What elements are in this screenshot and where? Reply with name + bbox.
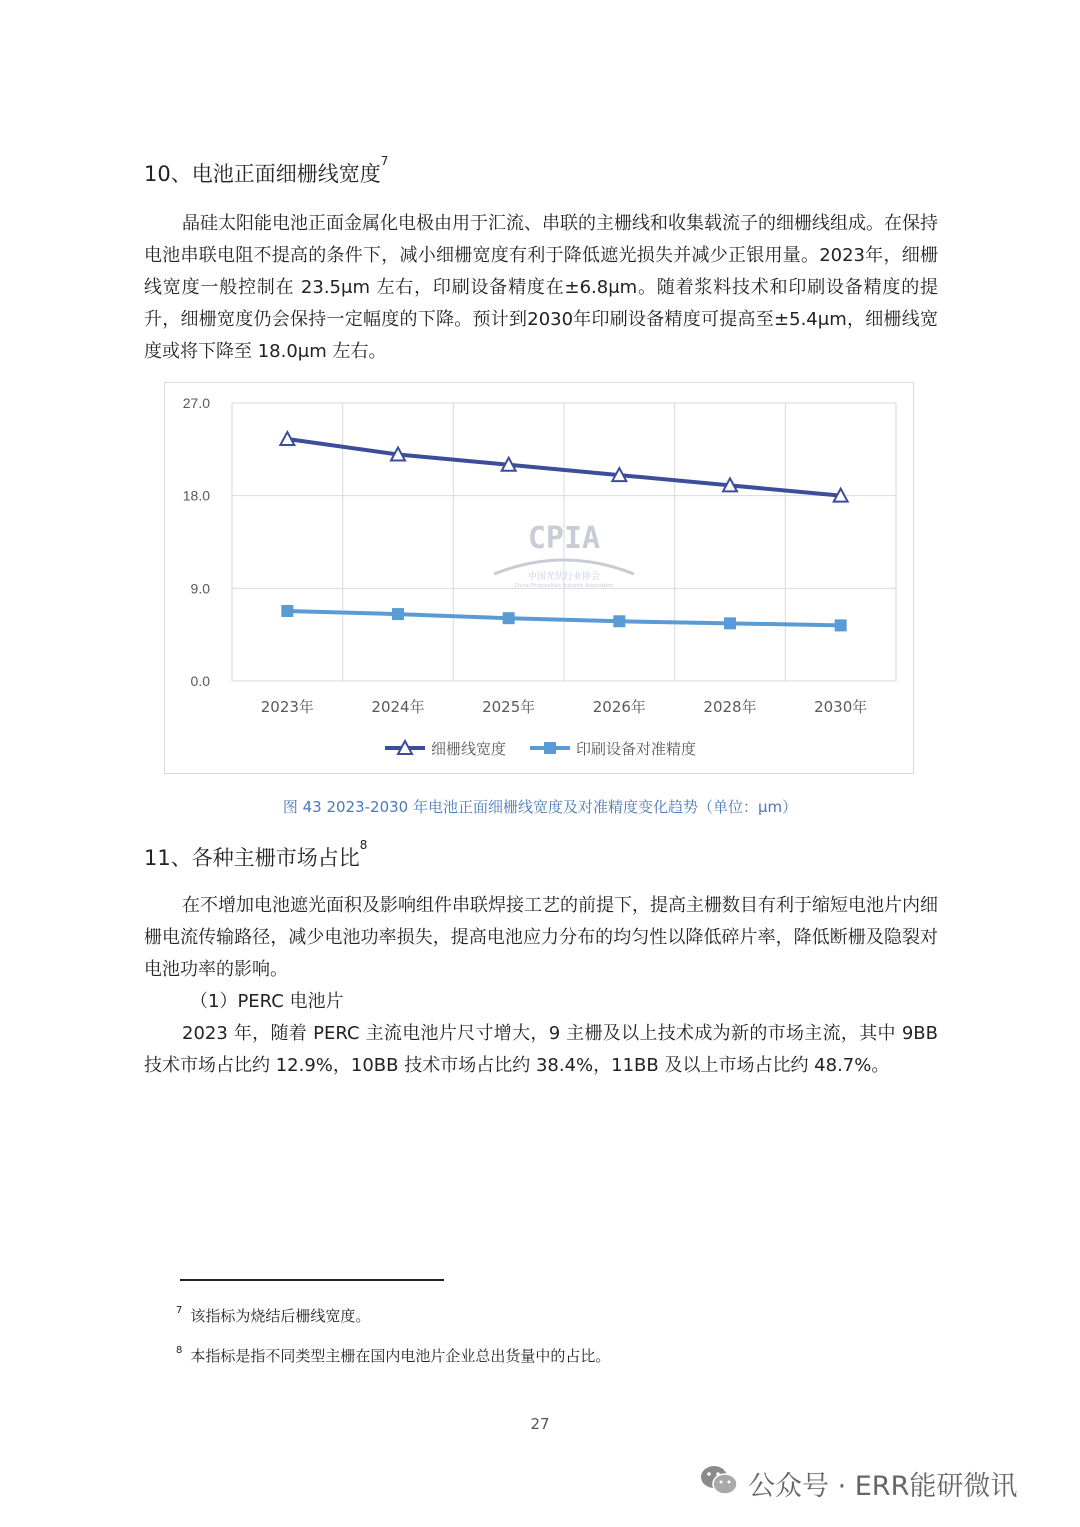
legend-label-1: 细栅线宽度 bbox=[431, 740, 507, 758]
figure-caption: 图 43 2023-2030 年电池正面细栅线宽度及对准精度变化趋势（单位：μm） bbox=[282, 798, 798, 816]
data-point-marker bbox=[835, 619, 847, 631]
footnote-8: $^8$ 本指标是指不同类型主栅在国内电池片企业总出货量中的占比。 bbox=[176, 1345, 611, 1365]
page-number: 27 bbox=[530, 1415, 550, 1433]
y-tick-label: 27.0 bbox=[182, 395, 210, 411]
data-point-marker bbox=[724, 617, 736, 629]
x-tick-label: 2030年 bbox=[814, 698, 868, 716]
data-point-marker bbox=[613, 615, 625, 627]
line-chart bbox=[164, 382, 914, 774]
x-tick-label: 2028年 bbox=[703, 698, 757, 716]
section-11-paragraph-1: 在不增加电池遮光面积及影响组件串联焊接工艺的前提下，提高主栅数目有利于缩短电池片内细栅电流传输路径，减少电池功率损失，提高电池应力分布的均匀性以降低碎片率，降低断栅及隐裂对电池功率的影响。 bbox=[144, 895, 938, 980]
data-point-marker bbox=[503, 612, 515, 624]
footnote-7: $^7$ 该指标为烧结后栅线宽度。 bbox=[176, 1305, 371, 1325]
cpia-logo-text: CPIA bbox=[527, 521, 601, 556]
watermark bbox=[700, 1464, 1017, 1503]
footnote-ref-8[interactable]: 8 bbox=[359, 838, 368, 852]
section-11-subheading: （1）PERC 电池片 bbox=[190, 991, 344, 1012]
data-point-marker bbox=[281, 605, 293, 617]
x-tick-label: 2025年 bbox=[482, 698, 536, 716]
legend-label-2: 印刷设备对准精度 bbox=[576, 740, 697, 758]
section-10-paragraph: 晶硅太阳能电池正面金属化电极由用于汇流、串联的主栅线和收集载流子的细栅线组成。在保持电池串联电阻不提高的条件下，减小细栅宽度有利于降低遮光损失并减少正银用量。2023年，细栅线宽度一般控制在 23.5μm 左右，印刷设备精度在±6.8μm。随着浆料技术和印刷设备精度的提升，细栅宽度仍会保持一定幅度的下降。预计到2030年印刷设备精度可提高至±5.4μm，细栅线宽度或将下降至 18.0μm 左右。 bbox=[144, 213, 938, 362]
legend-marker-2 bbox=[544, 742, 556, 754]
x-tick-label: 2026年 bbox=[592, 698, 646, 716]
y-tick-label: 9.0 bbox=[190, 580, 210, 597]
footnote-ref-7[interactable]: 7 bbox=[380, 154, 389, 168]
section-10-heading: 10、电池正面细栅线宽度$^7$ bbox=[144, 154, 389, 186]
section-11-paragraph-2: 2023 年，随着 PERC 主流电池片尺寸增大，9 主栅及以上技术成为新的市场主流，其中 9BB技术市场占比约 12.9%，10BB 技术市场占比约 38.4%，11BB 及以上市场占比约 48.7%。 bbox=[144, 1023, 938, 1076]
y-tick-label: 18.0 bbox=[182, 487, 210, 504]
wechat-icon bbox=[700, 1464, 738, 1503]
cpia-logo-name-en: China Photovoltaic Industry Association bbox=[514, 583, 614, 589]
data-point-marker bbox=[392, 608, 404, 620]
watermark-text: 公众号 · ERR能研微讯 bbox=[748, 1471, 1018, 1502]
y-tick-label: 0.0 bbox=[190, 673, 210, 689]
x-tick-label: 2023年 bbox=[260, 698, 314, 716]
section-11-heading: 11、各种主栅市场占比$^8$ bbox=[144, 838, 368, 870]
cpia-logo-name: 中国光伏行业协会 bbox=[527, 572, 601, 582]
footnote-divider bbox=[180, 1279, 444, 1281]
x-tick-label: 2024年 bbox=[371, 698, 425, 716]
